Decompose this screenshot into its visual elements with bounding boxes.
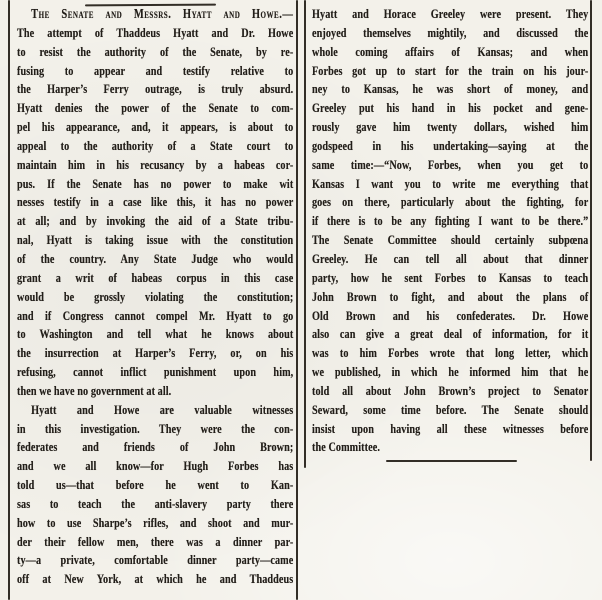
article-column-left	[17, 5, 293, 589]
text-line: The attempt of Thaddeus Hyatt and Dr. Howe	[17, 24, 294, 40]
text-line: Hyatt denies the power of the Senate to com-	[17, 100, 294, 116]
text-line: same time:—“Now, Forbes, when you get to	[312, 156, 589, 172]
text-line: ney to Kansas, he was short of money, and	[312, 81, 589, 97]
text-line: sas to teach the anti-slavery party there	[17, 495, 294, 511]
right-column-left-rule	[304, 0, 306, 468]
text-line: der their fellow men, there was a dinner par-	[17, 533, 294, 549]
text-line: enjoyed themselves mightily, and discussed the	[312, 24, 589, 40]
left-edge-rule	[8, 0, 10, 600]
text-line: ty—a private, comfortable dinner party—came	[17, 552, 294, 568]
article-end-rule	[386, 460, 517, 462]
text-line: Old Brown and his confederates. Dr. Howe	[312, 307, 589, 323]
text-line: and we all know—for Hugh Forbes has	[17, 458, 294, 474]
text-line: Greeley put his hand in his pocket and gene-	[312, 100, 589, 116]
text-line: pus. If the Senate has no power to make wit	[17, 175, 294, 191]
text-line: godspeed in his undertaking—saying at the	[312, 137, 589, 153]
text-line: fusing to appear and testify relative to	[17, 62, 294, 78]
text-line: and if Congress cannot compel Mr. Hyatt to go	[17, 307, 294, 323]
right-edge-rule	[590, 0, 592, 461]
text-line: grant a writ of habeas corpus in this case	[17, 269, 294, 285]
text-line: if there is to be any fighting I want to be there.”	[312, 213, 589, 229]
text-line: insist upon having all these witnesses before	[312, 420, 589, 436]
text-line: then we have no government at all.	[17, 382, 172, 398]
text-line: refusing, cannot inflict punishment upon him,	[17, 364, 294, 380]
text-line: we published, in which he informed him that he	[312, 364, 589, 380]
article-heading: The Senate and Messrs. Hyatt and Howe.—	[31, 6, 294, 21]
text-line: goes on there, particularly about the fighting, for	[312, 194, 589, 210]
text-line: was to him Forbes wrote that long letter, which	[312, 345, 589, 361]
text-line: also can give a great deal of information, for it	[312, 326, 589, 342]
text-line: to Washington and tell what he knows about	[17, 326, 294, 342]
text-line: told us—that before he went to Kan-	[17, 477, 294, 493]
text-line: would be grossly violating the constitution;	[17, 288, 294, 304]
text-line: Kansas I want you to write me everything that	[312, 175, 589, 191]
text-line: party, how he sent Forbes to Kansas to teach	[312, 269, 589, 285]
text-line: maintain him in his recusancy by a habeas cor-	[17, 156, 294, 172]
text-line: nal, Hyatt is taking issue with the constitution	[17, 232, 294, 248]
text-line: whole coming affairs of Kansas; and when	[312, 43, 589, 59]
text-line: in this investigation. They were the con-	[17, 420, 294, 436]
text-line: Seward, some time before. The Senate should	[312, 401, 589, 417]
text-line: pel his appearance, and, it appears, is about to	[17, 119, 294, 135]
text-line: Forbes got up to start for the train on his jour-	[312, 62, 589, 78]
text-line: off at New York, at which he and Thaddeus	[17, 571, 294, 587]
text-line: the Committee.	[312, 439, 380, 455]
text-line: John Brown to fight, and about the plans of	[312, 288, 589, 304]
text-line: Hyatt and Howe are valuable witnesses	[31, 401, 294, 417]
text-line: The Senate Committee should certainly subpœna	[312, 232, 589, 248]
text-line: the insurrection at Harper’s Ferry, or, on his	[17, 345, 294, 361]
text-line: Hyatt and Horace Greeley were present. They	[312, 6, 589, 21]
column-divider-rule	[296, 0, 298, 600]
text-line: of the country. Any State Judge who would	[17, 250, 294, 266]
text-line: rously gave him twenty dollars, wished him	[312, 119, 589, 135]
text-line: at all; and by invoking the aid of a State tribu-	[17, 213, 294, 229]
article-column-right	[312, 5, 588, 457]
text-line: the Harper’s Ferry outrage, is truly absurd.	[17, 81, 294, 97]
text-line: appeal to the authority of a State court to	[17, 137, 294, 153]
text-line: to resist the authority of the Senate, by re-	[17, 43, 294, 59]
text-line: federates and friends of John Brown;	[17, 439, 294, 455]
text-line: told all about John Brown’s project to Senator	[312, 382, 589, 398]
text-line: how to use Sharpe’s rifles, and shoot and mur-	[17, 514, 294, 530]
text-line: Greeley. He can tell all about that dinner	[312, 250, 589, 266]
text-line: nesses testify in a case like this, it has no power	[17, 194, 294, 210]
